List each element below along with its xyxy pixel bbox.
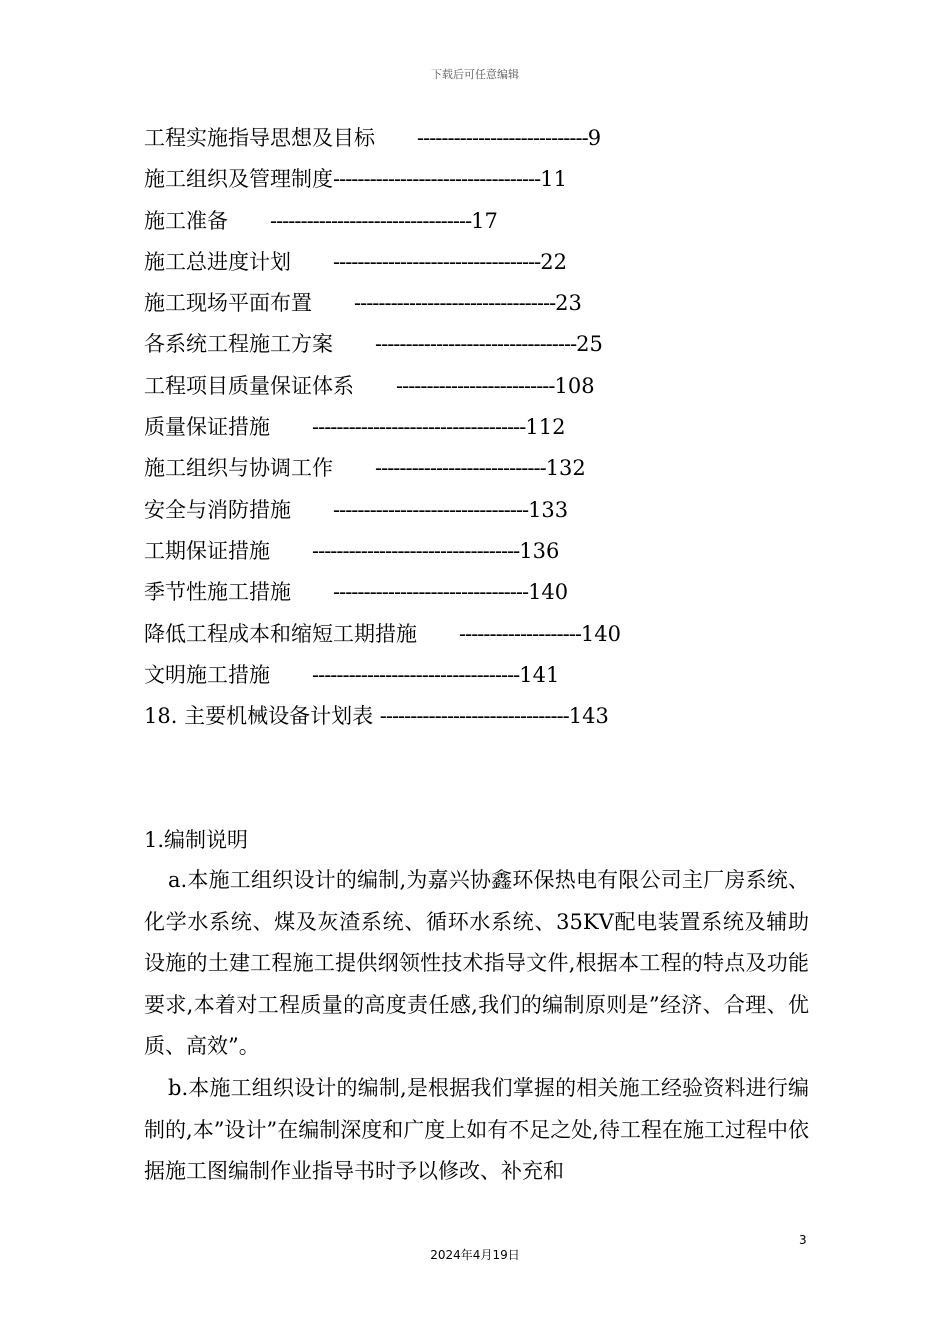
toc-title: 工期保证措施 xyxy=(144,538,270,563)
toc-page: 143 xyxy=(568,704,609,729)
page-number: 3 xyxy=(799,1233,807,1247)
toc-page: 133 xyxy=(528,497,569,522)
toc-title: 施工准备 xyxy=(144,208,228,233)
section-title: 1.编制说明 xyxy=(144,828,249,852)
toc-page: 17 xyxy=(471,208,498,233)
toc-page: 132 xyxy=(545,456,586,481)
toc-entry xyxy=(144,572,844,613)
toc-leader: ---------------------------------- xyxy=(312,538,520,563)
toc-entry xyxy=(144,118,844,159)
toc-page: 108 xyxy=(554,373,595,398)
toc-entry xyxy=(144,324,844,365)
toc-page: 11 xyxy=(540,167,567,192)
toc-leader: ---------------------------------- xyxy=(333,167,541,192)
toc-entry xyxy=(144,490,844,531)
toc-title: 施工组织及管理制度 xyxy=(144,167,333,192)
toc-entry xyxy=(144,614,844,655)
paragraph-b: b.本施工组织设计的编制,是根据我们掌握的相关施工经验资料进行编制的,本”设计”在编制深度和广度上如有不足之处,待工程在施工过程中依据施工图编制作业指导书时予以修改、补充和 xyxy=(144,1075,809,1184)
toc-title: 文明施工措施 xyxy=(144,662,270,687)
toc-entry xyxy=(144,201,844,242)
toc-leader: -------------------- xyxy=(459,621,581,646)
toc-entry xyxy=(144,696,844,737)
toc-leader: --------------------------------- xyxy=(375,332,577,357)
toc-leader: ----------------------------------- xyxy=(312,415,526,440)
toc-page: 25 xyxy=(576,332,603,357)
toc-entry xyxy=(144,448,844,489)
compilation-notes-section xyxy=(144,820,809,1193)
toc-leader: ---------------------------- xyxy=(417,126,588,150)
toc-title: 各系统工程施工方案 xyxy=(144,332,333,357)
toc-page: 140 xyxy=(580,621,622,646)
paragraph-a: a.本施工组织设计的编制,为嘉兴协鑫环保热电有限公司主厂房系统、化学水系统、煤及灰渣系统、循环水系统、35KV配电装置系统及辅助设施的土建工程施工提供纲领性技术指导文件,根据本工程的特点及功能要求,本着对工程质量的高度责任感,我们的编制原则是”经济、合理、优质、高效”。 xyxy=(144,868,809,1059)
table-of-contents xyxy=(144,118,844,737)
toc-leader: ---------------------------- xyxy=(375,456,546,481)
toc-title: 季节性施工措施 xyxy=(144,580,291,605)
page-header: 下载后可任意编辑 xyxy=(431,68,519,81)
toc-title: 18. 主要机械设备计划表 xyxy=(144,704,374,729)
toc-leader: -------------------------- xyxy=(396,373,555,398)
toc-page: 23 xyxy=(555,291,582,316)
toc-title: 工程实施指导思想及目标 xyxy=(144,126,375,150)
toc-leader: ---------------------------------- xyxy=(333,249,541,274)
toc-title: 降低工程成本和缩短工期措施 xyxy=(144,621,417,646)
toc-leader: ------------------------------- xyxy=(379,704,569,729)
page-footer-date: 2024年4月19日 xyxy=(430,1248,520,1262)
toc-page: 112 xyxy=(525,415,566,440)
toc-title: 施工组织与协调工作 xyxy=(144,456,333,481)
toc-page: 136 xyxy=(519,538,560,563)
toc-leader: -------------------------------- xyxy=(333,580,529,605)
toc-page: 140 xyxy=(528,580,569,605)
toc-page: 141 xyxy=(519,662,560,687)
toc-title: 施工总进度计划 xyxy=(144,249,291,274)
toc-leader: ---------------------------------- xyxy=(312,662,520,687)
toc-leader: --------------------------------- xyxy=(270,208,472,233)
toc-entry xyxy=(144,159,844,200)
toc-leader: --------------------------------- xyxy=(354,291,556,316)
toc-entry xyxy=(144,407,844,448)
toc-title: 质量保证措施 xyxy=(144,415,270,440)
toc-entry xyxy=(144,242,844,283)
toc-entry xyxy=(144,366,844,407)
toc-page: 22 xyxy=(540,249,567,274)
toc-entry xyxy=(144,283,844,324)
toc-title: 安全与消防措施 xyxy=(144,497,291,522)
toc-page: 9 xyxy=(587,126,602,150)
toc-title: 施工现场平面布置 xyxy=(144,291,312,316)
toc-entry xyxy=(144,531,844,572)
toc-title: 工程项目质量保证体系 xyxy=(144,373,354,398)
toc-leader: -------------------------------- xyxy=(333,497,529,522)
toc-entry xyxy=(144,655,844,696)
